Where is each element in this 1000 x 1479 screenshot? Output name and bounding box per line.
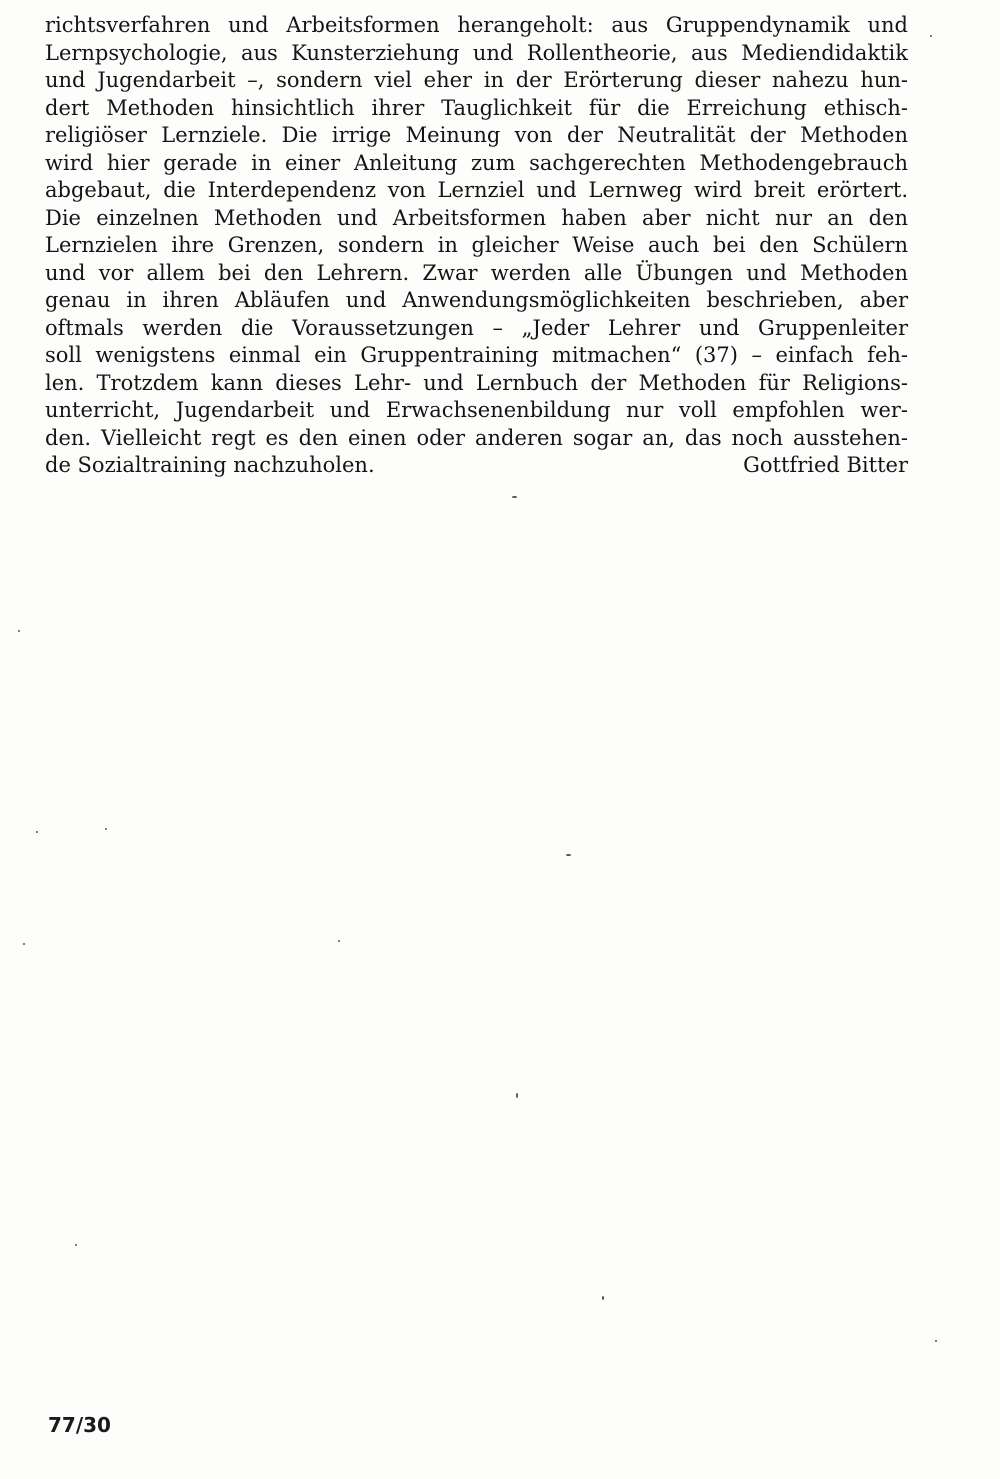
scan-speck [566, 854, 571, 856]
text-line-7: abgebaut, die Interdependenz von Lernziel und Lernweg wird breit erörtert. [45, 178, 908, 202]
scan-speck [18, 630, 20, 632]
scan-speck [930, 35, 932, 37]
scan-speck [23, 943, 25, 945]
author-name: Gottfried Bitter [743, 453, 908, 477]
scan-speck [36, 831, 38, 833]
text-line-8: Die einzelnen Methoden und Arbeitsformen haben aber nicht nur an den [45, 205, 908, 230]
text-line-4: dert Methoden hinsichtlich ihrer Tauglichkeit für die Erreichung ethisch- [45, 95, 908, 120]
text-line-1: richtsverfahren und Arbeitsformen herangeholt: aus Gruppendynamik und [45, 13, 908, 37]
page-number: 77/30 [48, 1413, 111, 1437]
scan-speck [516, 1093, 518, 1098]
scan-speck [75, 1244, 77, 1246]
text-line-13: soll wenigstens einmal ein Gruppentraining mitmachen“ (37) – einfach feh- [45, 343, 908, 367]
text-line-3: und Jugendarbeit –, sondern viel eher in der Erörterung dieser nahezu hun- [45, 68, 908, 92]
text-line-10: und vor allem bei den Lehrern. Zwar werden alle Übungen und Methoden [45, 260, 908, 285]
text-line-2: Lernpsychologie, aus Kunsterziehung und Rollentheorie, aus Mediendidaktik [45, 40, 908, 65]
scan-speck [602, 1296, 604, 1300]
scan-speck [512, 496, 517, 498]
review-text [45, 12, 908, 480]
text-line-16: den. Vielleicht regt es den einen oder anderen sogar an, das noch ausstehen- [45, 425, 908, 450]
scan-speck [338, 940, 340, 942]
scan-speck [105, 828, 107, 830]
text-line-5: religiöser Lernziele. Die irrige Meinung von der Neutralität der Methoden [45, 123, 908, 147]
scan-speck [935, 1340, 937, 1342]
text-line-14: len. Trotzdem kann dieses Lehr- und Lernbuch der Methoden für Religions- [45, 370, 908, 395]
text-line-12: oftmals werden die Voraussetzungen – „Jeder Lehrer und Gruppenleiter [45, 315, 908, 340]
text-line-17: de Sozialtraining nachzuholen. [45, 453, 375, 477]
text-line-9: Lernzielen ihre Grenzen, sondern in gleicher Weise auch bei den Schülern [45, 233, 908, 257]
closing-line [45, 452, 908, 480]
text-line-15: unterricht, Jugendarbeit und Erwachsenenbildung nur voll empfohlen wer- [45, 398, 908, 422]
text-line-11: genau in ihren Abläufen und Anwendungsmöglichkeiten beschrieben, aber [45, 288, 908, 312]
text-line-6: wird hier gerade in einer Anleitung zum sachgerechten Methodengebrauch [45, 150, 908, 175]
